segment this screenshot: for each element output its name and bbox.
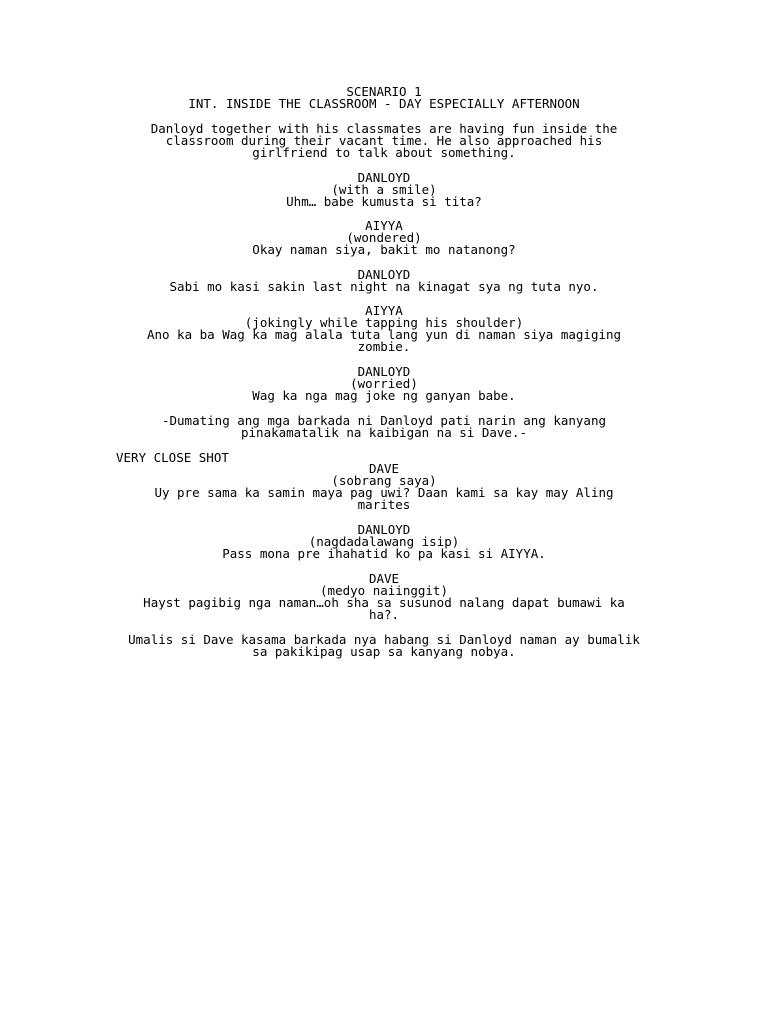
character-name: DANLOYD bbox=[357, 267, 411, 282]
dialogue-line: Pass mona pre ihahatid ko pa kasi si AIYYA. bbox=[222, 546, 546, 561]
character-name: DAVE bbox=[368, 461, 400, 476]
shot-direction: VERY CLOSE SHOT bbox=[116, 450, 229, 465]
character-name: DANLOYD bbox=[357, 364, 411, 379]
action-line: -Dumating ang mga barkada ni Danloyd pati narin ang kanyang bbox=[161, 413, 606, 428]
scene-heading: INT. INSIDE THE CLASSROOM - DAY ESPECIALLY AFTERNOON bbox=[188, 96, 580, 111]
dialogue-line: Wag ka nga mag joke ng ganyan babe. bbox=[252, 388, 516, 403]
parenthetical: (medyo naiinggit) bbox=[320, 583, 448, 598]
character-name: DANLOYD bbox=[357, 170, 411, 185]
parenthetical: (sobrang saya) bbox=[331, 473, 437, 488]
action-line: Umalis si Dave kasama barkada nya habang si Danloyd naman ay bumalik bbox=[128, 632, 640, 647]
action-line: classroom during their vacant time. He also approached his bbox=[165, 133, 603, 148]
character-name: AIYYA bbox=[365, 303, 403, 318]
parenthetical: (worried) bbox=[350, 376, 418, 391]
dialogue-line: ha?. bbox=[368, 607, 400, 622]
action-line: girlfriend to talk about something. bbox=[252, 145, 516, 160]
character-name: DAVE bbox=[368, 571, 400, 586]
character-name: DANLOYD bbox=[357, 522, 411, 537]
character-name: AIYYA bbox=[365, 218, 403, 233]
scenario-title: SCENARIO 1 bbox=[346, 84, 422, 99]
dialogue-line: zombie. bbox=[357, 339, 411, 354]
action-line: Danloyd together with his classmates are having fun inside the bbox=[150, 121, 618, 136]
parenthetical: (wondered) bbox=[346, 230, 422, 245]
parenthetical: (nagdadalawang isip) bbox=[308, 534, 460, 549]
dialogue-line: marites bbox=[357, 497, 411, 512]
parenthetical: (with a smile) bbox=[331, 182, 437, 197]
dialogue-line: Okay naman siya, bakit mo natanong? bbox=[252, 242, 516, 257]
dialogue-line: Sabi mo kasi sakin last night na kinagat sya ng tuta nyo. bbox=[169, 279, 599, 294]
dialogue-line: Uhm… babe kumusta si tita? bbox=[286, 194, 482, 209]
action-line: sa pakikipag usap sa kanyang nobya. bbox=[252, 644, 516, 659]
dialogue-line: Hayst pagibig nga naman…oh sha sa susunod nalang dapat bumawi ka bbox=[143, 595, 625, 610]
dialogue-line: Uy pre sama ka samin maya pag uwi? Daan kami sa kay may Aling bbox=[154, 485, 614, 500]
dialogue-line: Ano ka ba Wag ka mag alala tuta lang yun di naman siya magiging bbox=[146, 327, 622, 342]
action-line: pinakamatalik na kaibigan na si Dave.- bbox=[241, 425, 527, 440]
parenthetical: (jokingly while tapping his shoulder) bbox=[244, 315, 524, 330]
